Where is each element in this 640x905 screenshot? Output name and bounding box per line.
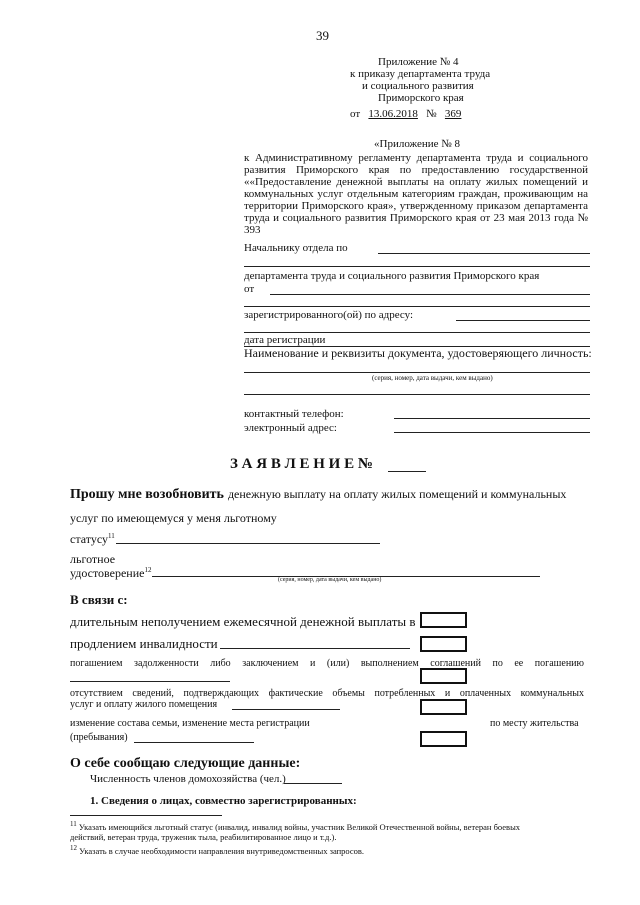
appendix4-line2: к приказу департамента труда: [350, 68, 491, 80]
appendix-number: 369: [444, 108, 462, 120]
date-prefix: от: [350, 108, 361, 120]
footnote-separator: [70, 815, 222, 816]
appendix-date: 13.06.2018: [368, 108, 418, 120]
reason-1-text: длительным неполучением ежемесячной денежной выплаты в: [70, 614, 416, 629]
footnote-11-line2: действий, ветеран труда, труженик тыла, реабилитированное лицо и т.д.).: [70, 832, 337, 842]
reason-5-right: по месту жительства: [490, 718, 579, 729]
reason-1-checkbox[interactable]: [420, 612, 467, 628]
page-number: 39: [316, 28, 329, 43]
reason-3-checkbox[interactable]: [420, 668, 467, 684]
cert-footnote-ref: 12: [144, 566, 152, 574]
status-text: статусу: [70, 532, 108, 546]
section1-title: 1. Сведения о лицах, совместно зарегистрированных:: [90, 795, 357, 807]
appendix8-line: коммунальных услуг отдельным категориям граждан, проживающим на: [244, 188, 588, 200]
status-field[interactable]: [116, 543, 380, 544]
from-label: от: [244, 283, 255, 295]
reason-4-text: отсутствием сведений, подтверждающих фактические объемы потребленных и оплаченных коммунальных: [70, 688, 584, 699]
cert-label-2: [70, 566, 151, 581]
appendix4-date-row: [350, 108, 461, 120]
request-text: денежную выплату на оплату жилых помещений и коммунальных: [227, 487, 567, 501]
reason-5-text-2: (пребывания): [70, 732, 128, 743]
address-field-2[interactable]: [244, 332, 590, 333]
reason-5-text: изменение состава семьи, изменение места регистрации: [70, 718, 310, 729]
chief-field[interactable]: [378, 253, 590, 254]
reason-2-field[interactable]: [220, 648, 410, 649]
request-line: [70, 485, 566, 503]
cert-text: удостоверение: [70, 566, 145, 580]
phone-label: контактный телефон:: [244, 408, 344, 420]
reason-5-checkbox[interactable]: [420, 731, 467, 747]
appendix8-line: труда и социального развития Приморского края от 23 мая 2013 года №: [244, 212, 588, 224]
appendix4-line3: и социального развития: [362, 80, 474, 92]
email-field[interactable]: [394, 432, 590, 433]
members-field[interactable]: [284, 783, 342, 784]
footnote-12: [70, 844, 364, 856]
appendix8-line: 393: [244, 224, 261, 236]
request-line-2: услуг по имеющемуся у меня льготному: [70, 511, 277, 525]
doc-hint: (серия, номер, дата выдачи, кем выдано): [372, 374, 493, 382]
reason-4-checkbox[interactable]: [420, 699, 467, 715]
footnote-11: [70, 820, 520, 832]
reg-date-label: дата регистрации: [244, 334, 326, 346]
reason-3-field[interactable]: [70, 681, 230, 682]
appendix8-line: развития Приморского края по предоставлению государственной: [244, 164, 588, 176]
status-footnote-ref: 11: [108, 532, 115, 540]
reason-2-checkbox[interactable]: [420, 636, 467, 652]
members-label: Численность членов домохозяйства (чел.): [90, 773, 286, 785]
reason-3-text: погашением задолженности либо заключением и (или) выполнением соглашений по ее погашению: [70, 658, 584, 669]
cert-hint: (серия, номер, дата выдачи, кем выдано): [278, 577, 382, 583]
about-heading: О себе сообщаю следующие данные:: [70, 756, 301, 771]
appendix8-line: к Административному регламенту департамента труда и социального: [244, 152, 588, 164]
appendix8-title: «Приложение № 8: [374, 138, 461, 150]
from-field-2[interactable]: [244, 306, 590, 307]
chief-label: Начальнику отдела по: [244, 242, 348, 254]
doc-field-2[interactable]: [244, 394, 590, 395]
appendix8-line: территории Приморского края», утвержденному приказом департамента: [244, 200, 588, 212]
reason-5-field[interactable]: [134, 742, 254, 743]
status-label: [70, 532, 115, 547]
request-bold: Прошу мне возобновить: [70, 487, 224, 502]
from-field[interactable]: [270, 294, 590, 295]
reason-2-text: продлением инвалидности: [70, 636, 218, 651]
cert-label-1: льготное: [70, 552, 116, 566]
address-field[interactable]: [456, 320, 590, 321]
appendix4-line4: Приморского края: [378, 92, 464, 104]
phone-field[interactable]: [394, 418, 590, 419]
footnote-12-num: 12: [70, 844, 77, 852]
reason-4-field[interactable]: [232, 709, 340, 710]
registered-label: зарегистрированного(ой) по адресу:: [244, 309, 414, 321]
footnote-12-text: Указать в случае необходимости направления внутриведомственных запросов.: [79, 845, 365, 856]
footnote-11-text: Указать имеющийся льготный статус (инвалид, инвалид войны, участник Великой Отечественной войны, ветеран боевых: [78, 821, 521, 832]
statement-number-field[interactable]: [388, 471, 426, 472]
appendix4-line1: Приложение № 4: [378, 56, 459, 68]
reasons-heading: В связи с:: [70, 592, 128, 607]
doc-title: Наименование и реквизиты документа, удостоверяющего личность:: [244, 346, 592, 360]
doc-field[interactable]: [244, 372, 590, 373]
department-label: департамента труда и социального развития Приморского края: [244, 270, 540, 282]
email-label: электронный адрес:: [244, 422, 337, 434]
number-prefix: №: [426, 108, 437, 120]
statement-title: З А Я В Л Е Н И Е №: [230, 456, 373, 472]
reason-4-text-2: услуг и оплату жилого помещения: [70, 699, 218, 710]
footnote-11-num: 11: [70, 820, 77, 828]
chief-field-2[interactable]: [244, 266, 590, 267]
appendix8-line: ««Предоставление денежной выплаты на оплату жилых помещений и: [244, 176, 588, 188]
